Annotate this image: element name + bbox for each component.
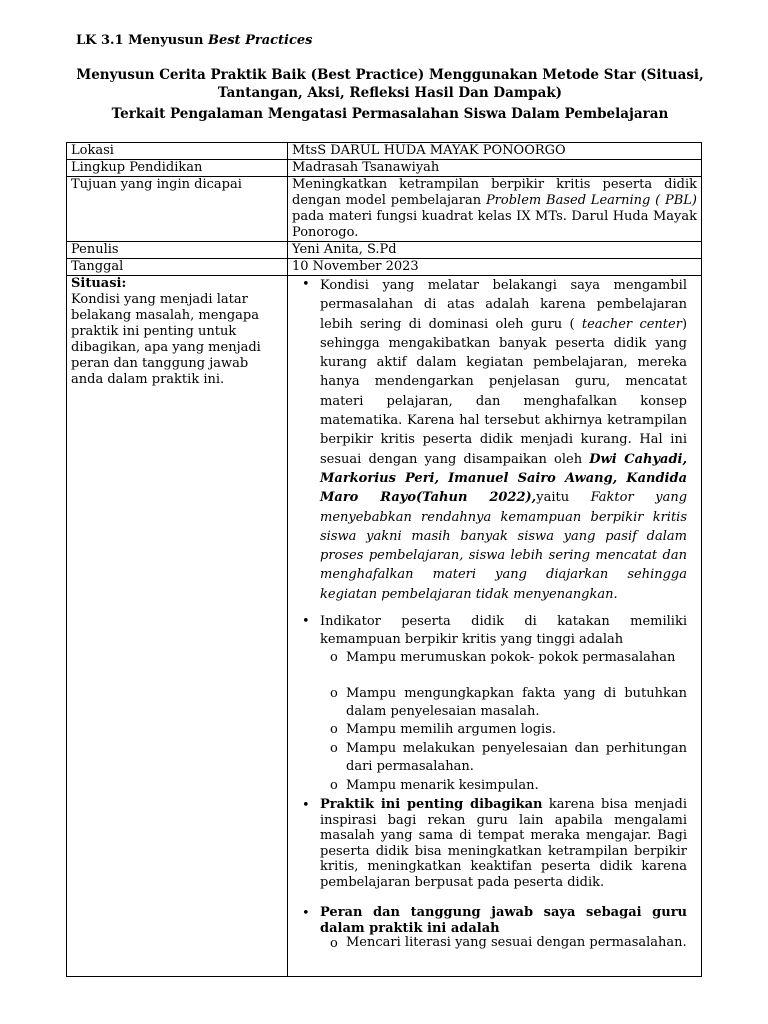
table-row-situasi: [67, 276, 702, 977]
row-label: Tujuan yang ingin dicapai: [67, 177, 288, 242]
bullet-icon: •: [302, 277, 310, 292]
row-label: Lokasi: [67, 143, 288, 160]
row-value: Yeni Anita, S.Pd: [288, 242, 702, 259]
bullet-icon: •: [302, 798, 310, 813]
circle-bullet-icon: o: [330, 936, 338, 951]
situasi-paragraph-2: Indikator peserta didik di katakan memiliki kemampuan berpikir kritis yang tinggi adalah: [320, 614, 687, 647]
circle-bullet-icon: o: [330, 650, 338, 665]
circle-bullet-icon: o: [330, 778, 338, 793]
situasi-label-cell: [67, 276, 288, 977]
indicator-item: Mampu melakukan penyelesaian dan perhitungan dari permasalahan.: [346, 741, 687, 774]
bullet-icon: •: [302, 906, 310, 921]
table-row: [67, 242, 702, 259]
situasi-content-cell: [288, 276, 702, 977]
role-item: Mencari literasi yang sesuai dengan permasalahan.: [346, 935, 687, 950]
table-row: [67, 160, 702, 177]
document-subtitle: Terkait Pengalaman Mengatasi Permasalahan Siswa Dalam Pembelajaran: [111, 106, 669, 122]
indicator-item: Mampu mengungkapkan fakta yang di butuhkan dalam penyelesaian masalah.: [346, 686, 687, 719]
circle-bullet-icon: o: [330, 686, 338, 701]
row-label: Penulis: [67, 242, 288, 259]
bullet-icon: •: [302, 614, 310, 629]
row-label: Tanggal: [67, 259, 288, 276]
row-label: Lingkup Pendidikan: [67, 160, 288, 177]
indicator-item: Mampu merumuskan pokok- pokok permasalahan: [346, 650, 676, 665]
table-row: [67, 143, 702, 160]
table-row: [67, 177, 702, 242]
row-value: MtsS DARUL HUDA MAYAK PONOORGO: [288, 143, 702, 160]
situasi-description: Kondisi yang menjadi latar belakang masalah, mengapa praktik ini penting untuk dibagikan, apa yang menjadi peran dan tanggung jawab anda dalam praktik ini.: [71, 292, 261, 387]
lk-heading: LK 3.1 Menyusun Best Practices: [76, 33, 313, 48]
row-value: Meningkatkan ketrampilan berpikir kritis peserta didik dengan model pembelajaran Problem Based Learning ( PBL) pada materi fungsi kuadrat kelas IX MTs. Darul Huda Mayak Ponorogo.: [288, 177, 702, 242]
best-practice-table: [66, 142, 702, 977]
situasi-paragraph-1: Kondisi yang melatar belakangi saya mengambil permasalahan di atas adalah karena pembelajaran lebih sering di dominasi oleh guru ( teacher center) sehingga mengakibatkan banyak peserta didik yang kurang aktif dalam kegiatan pembelajaran, mereka hanya mendengarkan penjelasan guru, mencatat materi pelajaran, dan menghafalkan konsep matematika. Karena hal tersebut akhirnya ketrampilan berpikir kritis peserta didik menjadi kurang. Hal ini sesuai dengan yang disampaikan oleh Dwi Cahyadi, Markorius Peri, Imanuel Sairo Awang, Kandida Maro Rayo(Tahun 2022),yaitu Faktor yang menyebabkan rendahnya kemampuan berpikir kritis siswa yakni masih banyak siswa yang pasif dalam proses pembelajaran, siswa lebih sering mencatat dan menghafalkan materi yang diajarkan sehingga kegiatan pembelajaran tidak menyenangkan.: [320, 278, 688, 602]
situasi-paragraph-3: Praktik ini penting dibagikan karena bisa menjadi inspirasi bagi rekan guru lain apabila mengalami masalah yang sama di tempat meraka mengajar. Bagi peserta didik bisa meningkatkan ketrampilan berpikir kritis, meningkatkan keaktifan peserta didik karena pembelajaran berpusat pada peserta didik.: [320, 797, 687, 890]
circle-bullet-icon: o: [330, 722, 338, 737]
row-value: Madrasah Tsanawiyah: [288, 160, 702, 177]
table-row: [67, 259, 702, 276]
indicator-item: Mampu memilih argumen logis.: [346, 722, 556, 737]
situasi-paragraph-4: Peran dan tanggung jawab saya sebagai guru dalam praktik ini adalah: [320, 905, 687, 936]
situasi-heading: Situasi:: [71, 276, 127, 291]
circle-bullet-icon: o: [330, 741, 338, 756]
row-value: 10 November 2023: [288, 259, 702, 276]
document-title: Menyusun Cerita Praktik Baik (Best Practice) Menggunakan Metode Star (Situasi, Tantangan, Aksi, Refleksi Hasil Dan Dampak): [76, 67, 704, 101]
indicator-item: Mampu menarik kesimpulan.: [346, 778, 539, 793]
